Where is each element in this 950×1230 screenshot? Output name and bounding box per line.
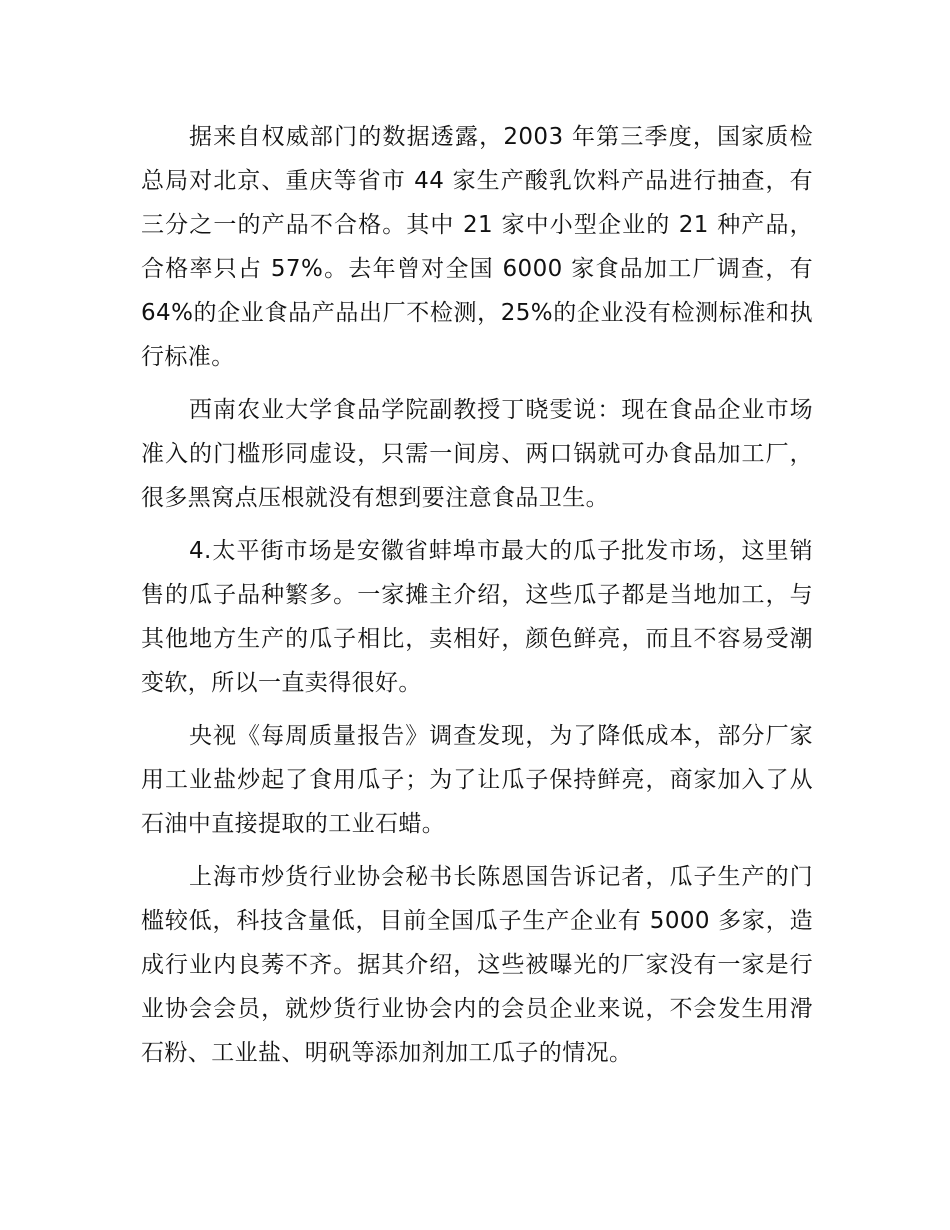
document-body [141,115,813,1084]
paragraph-1: 据来自权威部门的数据透露，2003 年第三季度，国家质检总局对北京、重庆等省市 44 家生产酸乳饮料产品进行抽查，有三分之一的产品不合格。其中 21 家中小型企业的 21 种产品，合格率只占 57%。去年曾对全国 6000 家食品加工厂调查，有 64%的企业食品产品出厂不检测，25%的企业没有检测标准和执行标准。 [141,124,813,370]
paragraph-3: 4.太平街市场是安徽省蚌埠市最大的瓜子批发市场，这里销售的瓜子品种繁多。一家摊主介绍，这些瓜子都是当地加工，与其他地方生产的瓜子相比，卖相好，颜色鲜亮，而且不容易受潮变软，所以一直卖得很好。 [141,538,813,696]
paragraph-4: 央视《每周质量报告》调查发现，为了降低成本，部分厂家用工业盐炒起了食用瓜子；为了让瓜子保持鲜亮，商家加入了从石油中直接提取的工业石蜡。 [141,723,813,837]
paragraph-5: 上海市炒货行业协会秘书长陈恩国告诉记者，瓜子生产的门槛较低，科技含量低，目前全国瓜子生产企业有 5000 多家，造成行业内良莠不齐。据其介绍，这些被曝光的厂家没有一家是行业协会会员，就炒货行业协会内的会员企业来说，不会发生用滑石粉、工业盐、明矾等添加剂加工瓜子的情况。 [141,864,813,1066]
paragraph-2: 西南农业大学食品学院副教授丁晓雯说：现在食品企业市场准入的门槛形同虚设，只需一间房、两口锅就可办食品加工厂，很多黑窝点压根就没有想到要注意食品卫生。 [141,397,813,511]
